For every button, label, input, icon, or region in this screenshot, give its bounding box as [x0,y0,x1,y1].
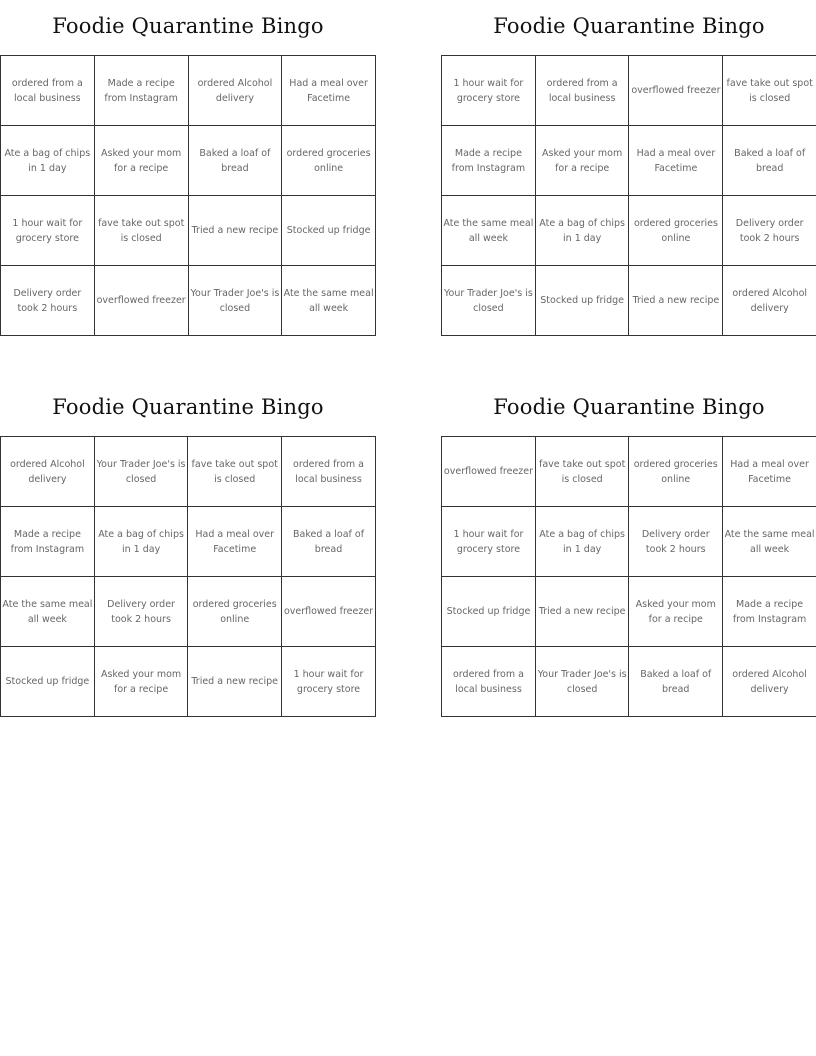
grid-row [1,437,376,507]
card-title: Foodie Quarantine Bingo [493,14,765,38]
grid-row [1,196,376,266]
grid-row [442,437,816,507]
bingo-square: Ate a bag of chips in 1 day [535,196,629,266]
grid-row [442,647,816,717]
bingo-square: ordered Alcohol delivery [1,437,95,507]
bingo-square: Tried a new recipe [188,647,282,717]
bingo-square: Delivery order took 2 hours [1,266,95,336]
grid-row [442,577,816,647]
bingo-square: Baked a loaf of bread [723,126,816,196]
grid-row [442,56,816,126]
bingo-square: Stocked up fridge [282,196,376,266]
bingo-square: Your Trader Joe's is closed [535,647,628,717]
grid-row [1,647,376,717]
bingo-square: ordered groceries online [282,126,376,196]
bingo-square: Made a recipe from Instagram [94,56,188,126]
grid-row [442,266,816,336]
bingo-square: Ate a bag of chips in 1 day [1,126,95,196]
bingo-square: ordered Alcohol delivery [723,647,816,717]
bingo-square: 1 hour wait for grocery store [1,196,95,266]
bingo-square: ordered from a local business [282,437,376,507]
grid-row [1,507,376,577]
bingo-square: fave take out spot is closed [188,437,282,507]
bingo-grid [441,55,816,336]
card-title: Foodie Quarantine Bingo [52,14,324,38]
bingo-card-4 [441,381,816,695]
bingo-square: Ate the same meal all week [723,507,816,577]
bingo-square: Ate a bag of chips in 1 day [94,507,188,577]
bingo-square: overflowed freezer [629,56,723,126]
grid-row [1,577,376,647]
bingo-square: ordered groceries online [188,577,282,647]
grid-row [442,507,816,577]
bingo-square: Delivery order took 2 hours [629,507,723,577]
bingo-square: Had a meal over Facetime [282,56,376,126]
bingo-square: ordered from a local business [1,56,95,126]
bingo-square: Tried a new recipe [188,196,282,266]
bingo-square: Stocked up fridge [535,266,629,336]
grid-row [1,56,376,126]
bingo-square: Tried a new recipe [535,577,628,647]
bingo-square: Ate a bag of chips in 1 day [535,507,628,577]
bingo-square: fave take out spot is closed [535,437,628,507]
bingo-square: 1 hour wait for grocery store [442,56,536,126]
bingo-square: Baked a loaf of bread [282,507,376,577]
bingo-square: Asked your mom for a recipe [629,577,723,647]
bingo-square: Asked your mom for a recipe [535,126,629,196]
bingo-square: Delivery order took 2 hours [94,577,188,647]
grid-row [1,126,376,196]
grid-row [1,266,376,336]
bingo-square: ordered Alcohol delivery [723,266,816,336]
bingo-square: Tried a new recipe [629,266,723,336]
bingo-square: Had a meal over Facetime [723,437,816,507]
bingo-square: Baked a loaf of bread [629,647,723,717]
bingo-square: 1 hour wait for grocery store [442,507,536,577]
bingo-square: Ate the same meal all week [1,577,95,647]
bingo-square: Baked a loaf of bread [188,126,282,196]
grid-row [442,126,816,196]
bingo-square: Your Trader Joe's is closed [94,437,188,507]
bingo-square: overflowed freezer [94,266,188,336]
bingo-square: Ate the same meal all week [282,266,376,336]
bingo-square: Your Trader Joe's is closed [442,266,536,336]
bingo-square: overflowed freezer [282,577,376,647]
card-title: Foodie Quarantine Bingo [493,395,765,419]
bingo-square: Stocked up fridge [442,577,536,647]
bingo-square: ordered from a local business [442,647,536,717]
bingo-square: overflowed freezer [442,437,536,507]
bingo-square: fave take out spot is closed [94,196,188,266]
bingo-square: Your Trader Joe's is closed [188,266,282,336]
bingo-grid [441,436,816,717]
bingo-square: ordered groceries online [629,196,723,266]
bingo-square: ordered from a local business [535,56,629,126]
bingo-square: Delivery order took 2 hours [723,196,816,266]
bingo-grid [0,55,376,336]
bingo-square: Had a meal over Facetime [188,507,282,577]
bingo-square: Made a recipe from Instagram [723,577,816,647]
bingo-square: Made a recipe from Instagram [442,126,536,196]
grid-row [442,196,816,266]
card-title: Foodie Quarantine Bingo [52,395,324,419]
bingo-square: ordered Alcohol delivery [188,56,282,126]
bingo-square: Asked your mom for a recipe [94,647,188,717]
bingo-square: fave take out spot is closed [723,56,816,126]
bingo-square: 1 hour wait for grocery store [282,647,376,717]
bingo-card-2 [441,0,816,314]
bingo-square: ordered groceries online [629,437,723,507]
bingo-square: Ate the same meal all week [442,196,536,266]
bingo-square: Stocked up fridge [1,647,95,717]
bingo-card-3 [0,381,376,695]
bingo-grid [0,436,376,717]
bingo-card-1 [0,0,376,314]
bingo-square: Asked your mom for a recipe [94,126,188,196]
bingo-square: Had a meal over Facetime [629,126,723,196]
bingo-square: Made a recipe from Instagram [1,507,95,577]
